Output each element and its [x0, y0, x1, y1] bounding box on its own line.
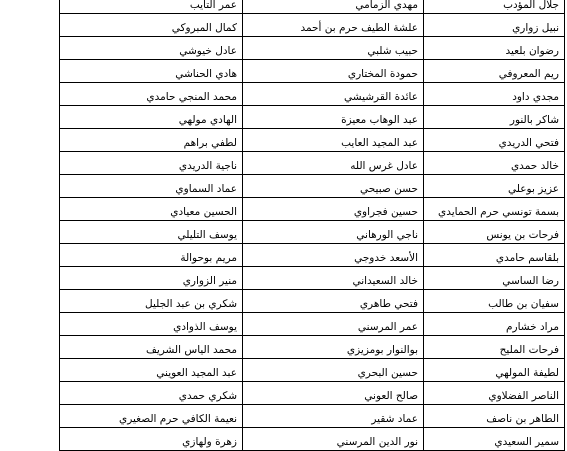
name-cell: حسين فجراوي [243, 198, 424, 221]
name-cell: ناجية الدريدي [60, 152, 243, 175]
table-row [60, 198, 565, 221]
table-row [60, 152, 565, 175]
name-cell: رضوان بلعيد [424, 37, 565, 60]
name-cell: عبد المجيد العويني [60, 359, 243, 382]
name-cell: مجدي داود [424, 83, 565, 106]
names-table [59, 0, 565, 451]
name-cell: سمير السعيدي [424, 428, 565, 451]
table-row [60, 0, 565, 14]
name-cell: بسمة تونسي حرم الحمايدي [424, 198, 565, 221]
name-cell: عماد شقير [243, 405, 424, 428]
names-table-body [60, 0, 565, 451]
table-row [60, 267, 565, 290]
name-cell: فرحات بن يونس [424, 221, 565, 244]
name-cell: الطاهر بن ناصف [424, 405, 565, 428]
name-cell: سفيان بن طالب [424, 290, 565, 313]
name-cell: يوسف الذوادي [60, 313, 243, 336]
table-row [60, 106, 565, 129]
table-row [60, 313, 565, 336]
name-cell: حسن صبيحي [243, 175, 424, 198]
name-cell: حمودة المختاري [243, 60, 424, 83]
name-cell: مهدي الزمامي [243, 0, 424, 14]
name-cell: رضا الساسي [424, 267, 565, 290]
name-cell: الهادي مولهي [60, 106, 243, 129]
name-cell: نعيمة الكافي حرم الصغيري [60, 405, 243, 428]
table-row [60, 359, 565, 382]
name-cell: فتحي الدريدي [424, 129, 565, 152]
name-cell: شكري بن عبد الجليل [60, 290, 243, 313]
table-row [60, 244, 565, 267]
name-cell: علشة الطيف حرم بن أحمد [243, 14, 424, 37]
name-cell: خالد حمدي [424, 152, 565, 175]
name-cell: نبيل زواري [424, 14, 565, 37]
table-row [60, 405, 565, 428]
table-row [60, 175, 565, 198]
name-cell: منير الزواري [60, 267, 243, 290]
name-cell: كمال المبروكي [60, 14, 243, 37]
table-row [60, 382, 565, 405]
table-row [60, 129, 565, 152]
name-cell: لطفي براهم [60, 129, 243, 152]
name-cell: خالد السعيداني [243, 267, 424, 290]
name-cell: الناصر الفضلاوي [424, 382, 565, 405]
name-cell: شاكر بالنور [424, 106, 565, 129]
name-cell: عماد السماوي [60, 175, 243, 198]
name-cell: عبد المجيد العايب [243, 129, 424, 152]
name-cell: حسين البحري [243, 359, 424, 382]
name-cell: ناجي الورهاني [243, 221, 424, 244]
name-cell: عادل غرس الله [243, 152, 424, 175]
table-row [60, 221, 565, 244]
name-cell: عزيز بوعلي [424, 175, 565, 198]
name-cell: بلقاسم حامدي [424, 244, 565, 267]
name-cell: صالح العوني [243, 382, 424, 405]
name-cell: بوالنوار بومزيزي [243, 336, 424, 359]
name-cell: يوسف التليلي [60, 221, 243, 244]
name-cell: فرحات المليح [424, 336, 565, 359]
table-row [60, 428, 565, 451]
name-cell: ريم المعروفي [424, 60, 565, 83]
table-row [60, 14, 565, 37]
name-cell: عبد الوهاب معيزة [243, 106, 424, 129]
name-cell: حبيب شلبي [243, 37, 424, 60]
table-row [60, 83, 565, 106]
table-row [60, 336, 565, 359]
name-cell: محمد الياس الشريف [60, 336, 243, 359]
name-cell: عائدة القرشيشي [243, 83, 424, 106]
name-cell: مراد خشارم [424, 313, 565, 336]
name-cell: الحسين معيادي [60, 198, 243, 221]
table-row [60, 60, 565, 83]
table-row [60, 290, 565, 313]
name-cell: مريم بوحوالة [60, 244, 243, 267]
name-cell: الأسعد خدوجي [243, 244, 424, 267]
name-cell: لطيفة المولهي [424, 359, 565, 382]
name-cell: عادل خيوشي [60, 37, 243, 60]
name-cell: جلال المؤدب [424, 0, 565, 14]
table-row [60, 37, 565, 60]
name-cell: هادي الحناشي [60, 60, 243, 83]
name-cell: شكري حمدي [60, 382, 243, 405]
name-cell: محمد المنجي حامدي [60, 83, 243, 106]
name-cell: عمر التايب [60, 0, 243, 14]
name-cell: زهرة ولهازي [60, 428, 243, 451]
name-cell: فتحي طاهري [243, 290, 424, 313]
name-cell: عمر المرسني [243, 313, 424, 336]
name-cell: نور الدين المرسني [243, 428, 424, 451]
